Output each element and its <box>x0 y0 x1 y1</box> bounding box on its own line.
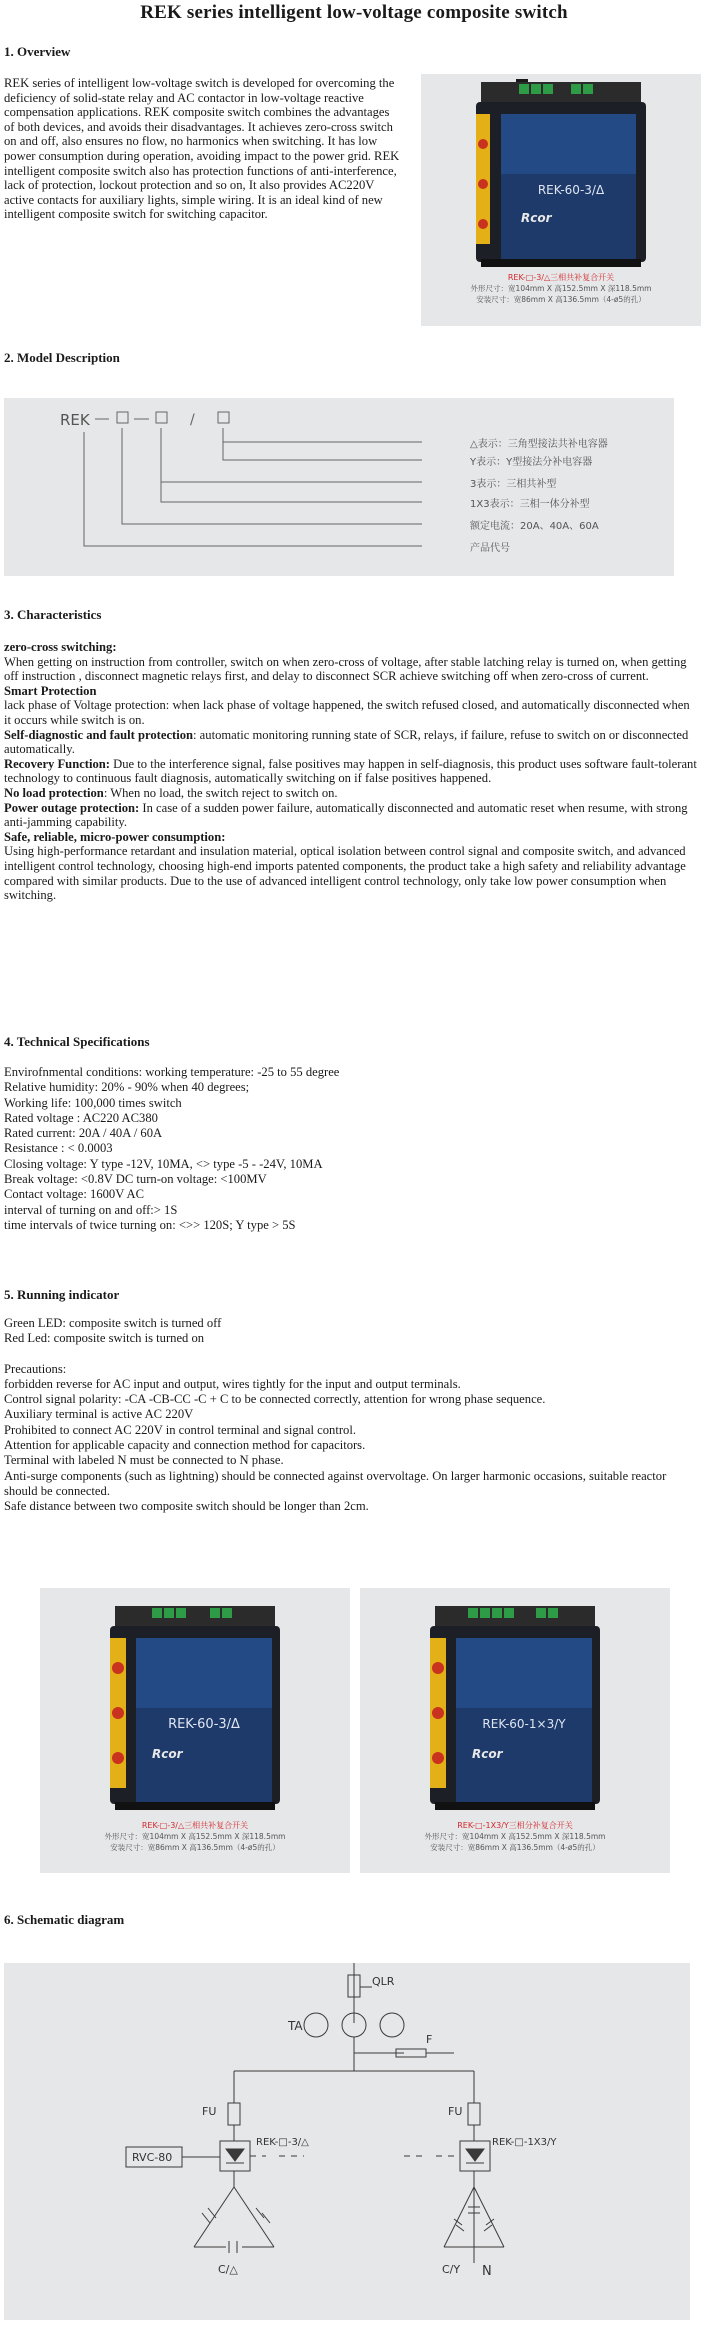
spec-line: Break voltage: <0.8V DC turn-on voltage: <100MV <box>4 1172 267 1187</box>
product-right-caption-title: REK-□-1X3/Y三相分补复合开关 <box>457 1821 573 1830</box>
product-right-caption-mount: 安装尺寸：宽86mm X 高136.5mm（4-ø5的孔） <box>430 1843 600 1852</box>
product-caption-dims: 外形尺寸：宽104mm X 高152.5mm X 深118.5mm <box>470 284 652 293</box>
characteristics-heading: 3. Characteristics <box>4 607 102 622</box>
char-item: Self-diagnostic and fault protection: automatic monitoring running state of SCR, relays, if failure, refuse to switch on or disconnected automatically. <box>4 727 689 757</box>
spec-line: Rated current: 20A / 40A / 60A <box>4 1126 163 1141</box>
characteristics-list <box>4 640 698 903</box>
label-fu-left: FU <box>202 2105 217 2118</box>
label-rvc: RVC-80 <box>132 2151 173 2164</box>
product-right-label: REK-60-1×3/Y <box>482 1717 566 1731</box>
product-left-caption-dims: 外形尺寸：宽104mm X 高152.5mm X 深118.5mm <box>104 1832 286 1841</box>
label-c-right: C/Y <box>442 2263 461 2276</box>
product-label: REK-60-3/Δ <box>537 183 605 197</box>
product-right-brand: Rcor <box>472 1747 503 1761</box>
product-photo-panel <box>421 74 701 326</box>
char-item: Using high-performance retardant and insulation material, optical isolation between control signal and composite switch, and advanced intelligent control technology, choosing high-end imports patented components, the product take a high safety and reliability advantage compared with similar products. Due to the use of advanced intelligent control technology, only take low power consumption when switching. <box>4 844 686 903</box>
model-line-1x3: 1X3表示：三相一体分补型 <box>470 499 590 510</box>
overview-heading: 1. Overview <box>4 44 71 59</box>
char-item: No load protection: When no load, the switch reject to switch on. <box>4 785 338 800</box>
schematic-heading: 6. Schematic diagram <box>4 1912 125 1927</box>
product-left-caption-title: REK-□-3/△三相共补复合开关 <box>141 1821 249 1830</box>
model-heading: 2. Model Description <box>4 350 120 365</box>
product-brand: Rcor <box>521 211 552 225</box>
product-left-label: REK-60-3/Δ <box>168 1717 240 1732</box>
char-item: lack phase of Voltage protection: when lack phase of voltage happened, the switch refused closed, and automatically disconnected when it occurs while switch is on. <box>4 698 690 727</box>
label-ta: TA <box>288 2019 303 2033</box>
model-line-delta: △表示：三角型接法共补电容器 <box>470 439 608 450</box>
running-line: Prohibited to connect AC 220V in control terminal and signal control. <box>4 1422 356 1437</box>
char-item: When getting on instruction from controller, switch on when zero-cross of voltage, after stable latching relay is turned on, when getting off instruction , disconnect magnetic relays first, and delay to disconnect SCR achieve switching off when zero-cross of current. <box>4 654 687 684</box>
running-line: Green LED: composite switch is turned off <box>4 1316 222 1330</box>
running-line: Red Led: composite switch is turned on <box>4 1331 205 1346</box>
char-item: Recovery Function: Due to the interference signal, false positives may happen in self-diagnosis, this product uses software fault-tolerant technology to continuous fault diagnosis, automatically switching on if false positives happened. <box>4 756 697 786</box>
overview-text: REK series of intelligent low-voltage switch is developed for overcoming the deficiency of solid-state relay and AC contactor in low-voltage reactive compensation applications. REK composite switch combines the advantages of both devices, and avoids their disadvantages. It achieves zero-cross switch on and off, also ensures no flow, no harmonics when switching. It has low power consumption during operation, avoiding impact to the power grid. REK intelligent composite switch also has protection functions of anti-interference, lack of protection, lockout protection and so on, It also provides AC220V active contacts for auxiliary lights, simple wiring. It is an ideal kind of new intelligent composite switch for switching capacitor. <box>4 76 400 222</box>
label-n: N <box>482 2264 492 2279</box>
running-line: Anti-surge components (such as lightning) should be connected against overvoltage. On larger harmonic occasions, suitable reactor should be connected. <box>4 1468 667 1498</box>
label-rek-left: REK-□-3/△ <box>256 2137 309 2148</box>
char-item: Smart Protection <box>4 683 97 698</box>
product-left-caption-mount: 安装尺寸：宽86mm X 高136.5mm（4-ø5的孔） <box>110 1843 280 1852</box>
char-item: zero-cross switching: <box>4 640 117 654</box>
running-line: Precautions: <box>4 1361 67 1376</box>
specs-heading: 4. Technical Specifications <box>4 1034 150 1049</box>
model-line-current: 额定电流：20A、40A、60A <box>470 521 599 532</box>
spec-line: interval of turning on and off:> 1S <box>4 1202 178 1217</box>
model-panel <box>4 398 674 576</box>
spec-line: Closing voltage: Y type -12V, 10MA, <> type -5 - -24V, 10MA <box>4 1156 323 1171</box>
char-item: Safe, reliable, micro-power consumption: <box>4 829 226 844</box>
running-line: Attention for applicable capacity and connection method for capacitors. <box>4 1438 366 1453</box>
schematic-diagram <box>4 1963 690 2320</box>
product-right-caption-dims: 外形尺寸：宽104mm X 高152.5mm X 深118.5mm <box>424 1832 606 1841</box>
label-f: F <box>426 2033 433 2046</box>
product-photo-panel-left <box>40 1588 350 1873</box>
label-c-left: C/△ <box>218 2263 238 2276</box>
spec-line: Relative humidity: 20% - 90% when 40 degrees; <box>4 1080 250 1095</box>
char-item: Power outage protection: In case of a sudden power failure, automatically disconnected and automatic reset when resume, with strong anti-jamming capability. <box>4 800 688 830</box>
schematic-panel <box>4 1963 690 2320</box>
running-line: forbidden reverse for AC input and output, wires tightly for the input and output terminals. <box>4 1376 461 1391</box>
spec-line: Resistance : < 0.0003 <box>4 1141 113 1156</box>
running-line: Safe distance between two composite switch should be longer than 2cm. <box>4 1499 369 1514</box>
model-line-3: 3表示：三相共补型 <box>470 479 557 490</box>
running-line: Control signal polarity: -CA -CB-CC -C + C to be connected correctly, attention for wrong phase sequence. <box>4 1392 546 1407</box>
spec-line: Contact voltage: 1600V AC <box>4 1187 145 1202</box>
spec-line: Envirofnmental conditions: working temperature: -25 to 55 degree <box>4 1065 340 1079</box>
label-rek-right: REK-□-1X3/Y <box>492 2137 557 2148</box>
model-code: REK <box>60 411 90 429</box>
page-title: REK series intelligent low-voltage composite switch <box>140 2 568 23</box>
svg-text:/: / <box>190 412 195 428</box>
model-line-code: 产品代号 <box>470 543 510 554</box>
label-fu-right: FU <box>448 2105 463 2118</box>
model-code-diagram <box>4 398 674 576</box>
product-caption-title: REK-□-3/△三相共补复合开关 <box>507 273 615 282</box>
product-caption-mount: 安装尺寸：宽86mm X 高136.5mm（4-ø5的孔） <box>476 295 646 304</box>
spec-line: time intervals of twice turning on: <>> 120S; Y type > 5S <box>4 1217 296 1232</box>
label-qlr: QLR <box>372 1975 395 1988</box>
spec-line: Working life: 100,000 times switch <box>4 1095 182 1110</box>
running-line: Terminal with labeled N must be connected to N phase. <box>4 1453 284 1468</box>
model-line-y: Y表示：Y型接法分补电容器 <box>470 457 593 468</box>
product-photo-panel-right <box>360 1588 670 1873</box>
running-list <box>4 1316 698 1515</box>
specs-list <box>4 1065 698 1233</box>
spacer <box>4 1347 698 1362</box>
product-left-brand: Rcor <box>152 1747 183 1761</box>
running-heading: 5. Running indicator <box>4 1287 120 1302</box>
running-line: Auxiliary terminal is active AC 220V <box>4 1407 194 1422</box>
spec-line: Rated voltage : AC220 AC380 <box>4 1110 158 1125</box>
